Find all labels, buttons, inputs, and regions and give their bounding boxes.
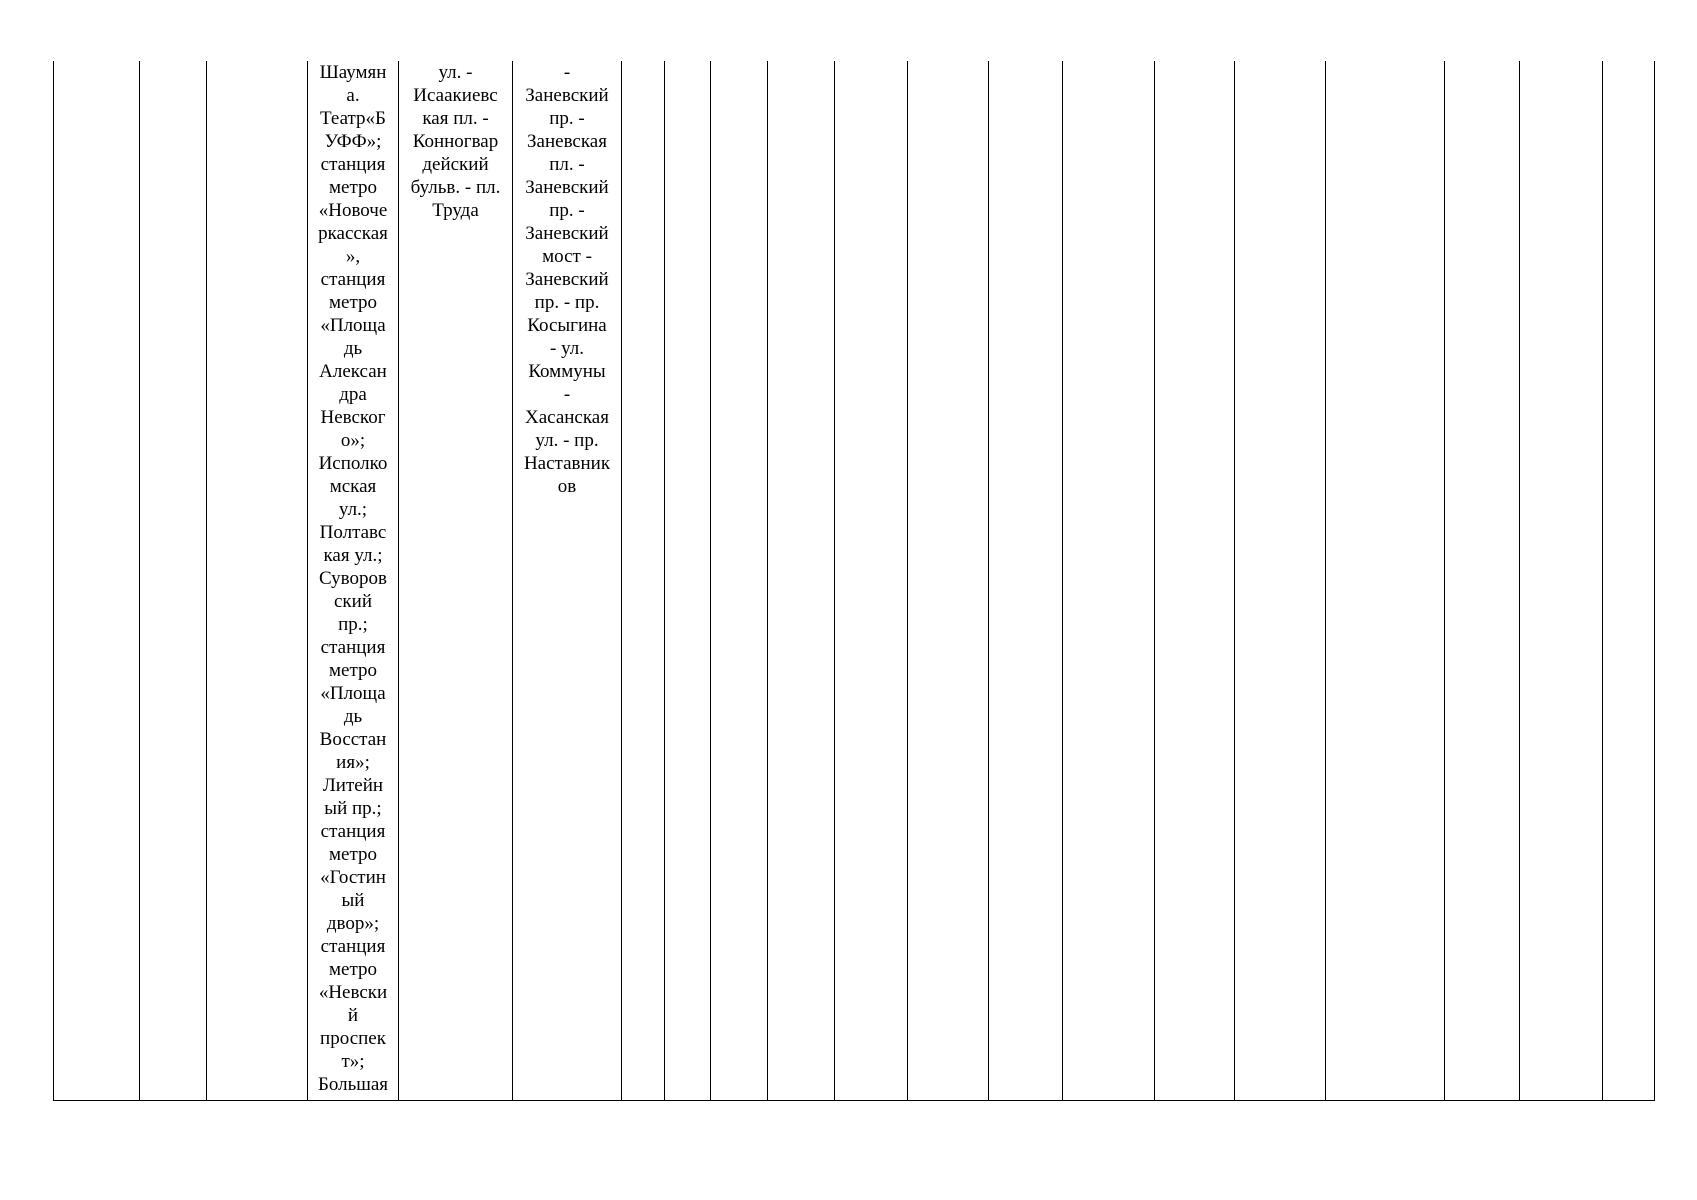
cell-line: Суворов [318,568,387,589]
cell-line: «Гостин [320,867,386,888]
cell-line: кая пл. - [422,108,489,129]
cell-line: станция [320,269,386,290]
table-cell [207,61,308,1101]
cell-line: Заневский [525,85,609,106]
cell-line: бульв. - пл. [410,177,501,198]
cell-line: ый [341,890,365,911]
cell-line: Труда [432,200,479,221]
cell-line: Литейн [322,775,384,796]
cell-line: т»; [341,1051,365,1072]
table-cell [1445,61,1520,1101]
cell-line: дейский [422,154,489,175]
cell-line: ия»; [336,752,370,773]
cell-line: Восстан [319,729,387,750]
cell-text [515,61,619,498]
cell-line: а. [346,85,360,106]
cell-line: й [347,1005,359,1026]
cell-line: станция [320,936,386,957]
cell-line: Шаумян [319,62,387,83]
cell-line: Исполко [318,453,388,474]
table-cell [908,61,989,1101]
cell-line: о»; [340,430,366,451]
cell-line: Заневская [527,131,607,152]
table-cell [1155,61,1235,1101]
cell-line: Большая [317,1074,389,1095]
cell-line: Заневский [525,223,609,244]
cell-line: пр.; [338,614,368,635]
cell-line: ый пр.; [324,798,382,819]
cell-line: метро [329,177,377,198]
cell-line: Заневский [525,177,609,198]
cell-line: Театр«Б [320,108,386,129]
cell-line: - [563,62,571,83]
cell-line: «Площа [320,315,386,336]
cell-line: дь [343,338,363,359]
cell-line: станция [320,821,386,842]
cell-line: метро [329,660,377,681]
cell-line: - ул. [550,338,584,359]
cell-line: мская [329,476,377,497]
cell-line: ский [334,591,372,612]
cell-line: станция [320,154,386,175]
cell-line: метро [329,292,377,313]
table-cell [1063,61,1155,1101]
table-cell [1326,61,1445,1101]
table-cell [622,61,665,1101]
cell-line: «Площа [320,683,386,704]
table-cell-route-end [513,61,622,1101]
cell-line: Конногвар [412,131,499,152]
table-cell-route-start [399,61,513,1101]
cell-line: », [345,246,361,267]
cell-line: Заневский [525,269,609,290]
table-cell [1603,61,1655,1101]
table-cell [665,61,711,1101]
cell-line: ул. - [438,62,473,83]
table-row [54,61,1655,1101]
cell-line: ул.; [338,499,368,520]
cell-line: мост - [542,246,592,267]
cell-line: Коммуны [528,361,606,382]
cell-line: - [563,384,571,405]
table-cell [768,61,835,1101]
table-cell [711,61,768,1101]
cell-line: пр. - пр. [534,292,600,313]
cell-line: Исаакиевс [413,85,498,106]
cell-line: Косыгина [527,315,607,336]
cell-line: УФФ»; [324,131,382,152]
route-table [53,61,1655,1101]
cell-line: «Невски [318,982,388,1003]
cell-line: проспек [320,1028,386,1049]
cell-line: пр. - [549,200,585,221]
table-cell [1520,61,1603,1101]
cell-line: метро [329,959,377,980]
table-cell [54,61,140,1101]
cell-line: Невског [320,407,386,428]
cell-line: дра [339,384,367,405]
cell-line: пл. - [549,154,585,175]
table-cell [140,61,207,1101]
cell-line: станция [320,637,386,658]
cell-text [401,61,510,222]
table-cell [1235,61,1326,1101]
cell-line: кая ул.; [323,545,383,566]
cell-line: ркасская [318,223,388,244]
cell-line: Полтавс [319,522,387,543]
cell-line: «Новоче [318,200,388,221]
cell-line: дь [343,706,363,727]
cell-text [310,61,396,1096]
cell-line: пр. - [549,108,585,129]
cell-line: ул. - пр. [535,430,599,451]
cell-line: ов [557,476,577,497]
table-cell [835,61,908,1101]
cell-line: двор»; [326,913,380,934]
table-cell-stops [308,61,399,1101]
cell-line: Хасанская [525,407,609,428]
cell-line: метро [329,844,377,865]
cell-line: Алексан [319,361,387,382]
table-cell [989,61,1063,1101]
cell-line: Наставник [523,453,611,474]
